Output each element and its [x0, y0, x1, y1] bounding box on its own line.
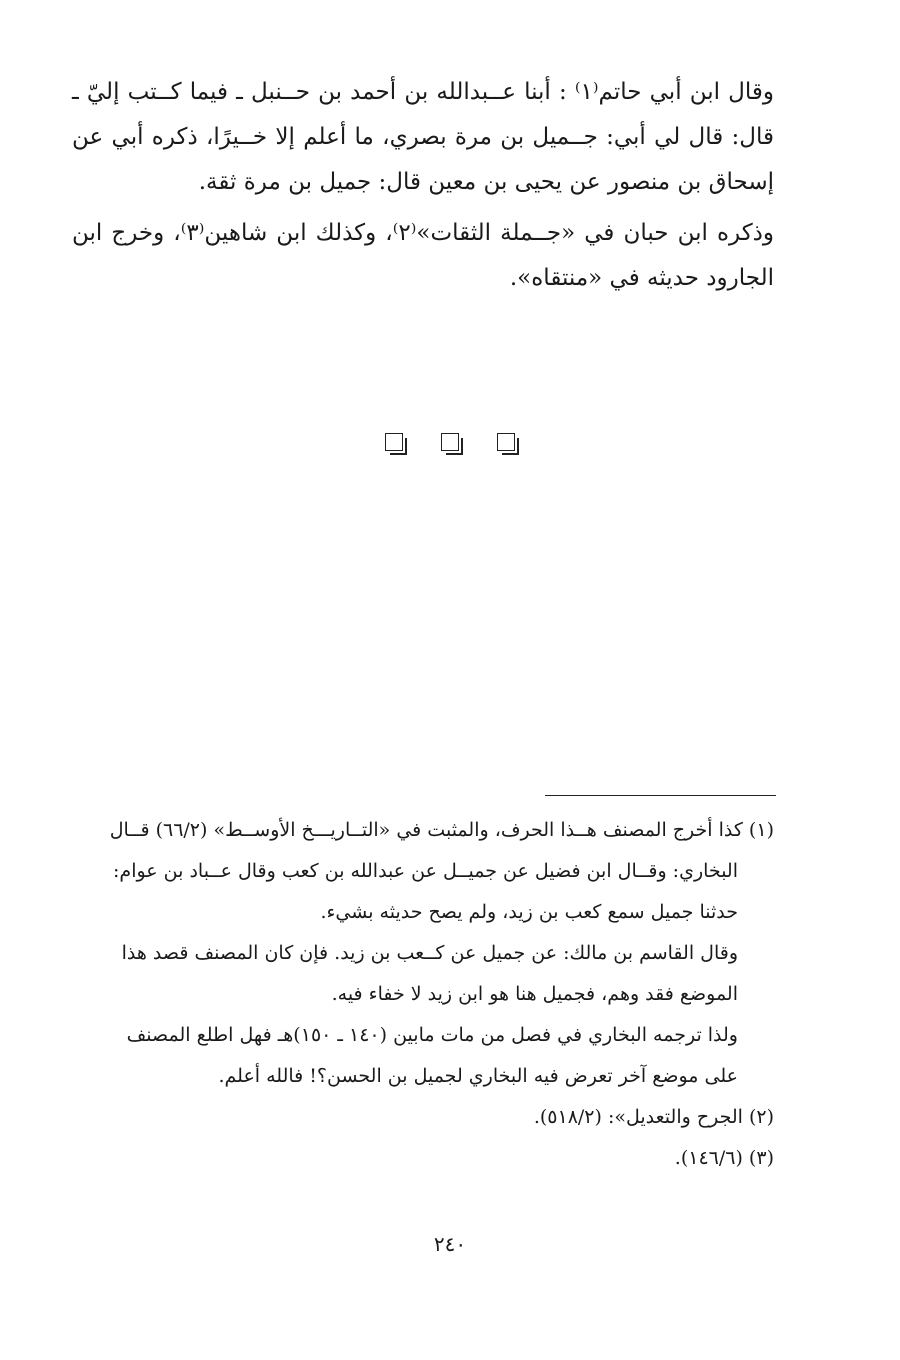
square-ornament-icon	[497, 433, 515, 451]
paragraph-2: وذكره ابن حبان في «جــملة الثقات»⁽٢⁾، وكذلك ابن شاهين⁽٣⁾، وخرج ابن الجارود حديثه في «منتقاه».	[72, 220, 774, 291]
footnote-line: حدثنا جميل سمع كعب بن زيد، ولم يصح حديثه بشيء.	[320, 901, 738, 923]
footnote-line: وقال القاسم بن مالك: عن جميل عن كــعب بن زيد. فإن كان المصنف قصد هذا	[121, 942, 738, 964]
footnote-line: البخاري: وقــال ابن فضيل عن جميــل عن عبدالله بن كعب وقال عــباد بن عوام:	[113, 860, 738, 882]
square-ornament-icon	[441, 433, 459, 451]
footnote-line: الموضع فقد وهم، فجميل هنا هو ابن زيد لا خفاء فيه.	[331, 983, 738, 1005]
footnote-line: على موضع آخر تعرض فيه البخاري لجميل بن الحسن؟! فالله أعلم.	[218, 1065, 738, 1087]
main-text	[72, 70, 774, 307]
footnote-line: (٣) (١٤٦/٦).	[674, 1147, 774, 1169]
footnote-line: ولذا ترجمه البخاري في فصل من مات مابين (١٤٠ ـ ١٥٠)هـ فهل اطلع المصنف	[126, 1024, 738, 1046]
square-ornament-icon	[385, 433, 403, 451]
footnote-line: (١) كذا أخرج المصنف هــذا الحرف، والمثبت في «التــاريـــخ الأوســط» (٦٦/٢) قــال	[109, 819, 774, 841]
footnotes	[72, 810, 774, 1179]
paragraph-1: وقال ابن أبي حاتم⁽١⁾ : أبنا عــبدالله بن أحمد بن حــنبل ـ فيما كــتب إليّ ـ قال: قال لي أبي: جــميل بن مرة بصري، ما أعلم إلا خــيرًا، ذكره أبي عن إسحاق بن منصور عن يحيى بن معين قال: جميل بن مرة ثقة.	[72, 79, 775, 195]
footnote-separator	[545, 795, 776, 796]
page-number: ٢٤٠	[433, 1232, 467, 1256]
footnote-line: (٢) الجرح والتعديل»: (٥١٨/٢).	[533, 1106, 774, 1128]
section-divider-ornaments	[0, 433, 900, 451]
